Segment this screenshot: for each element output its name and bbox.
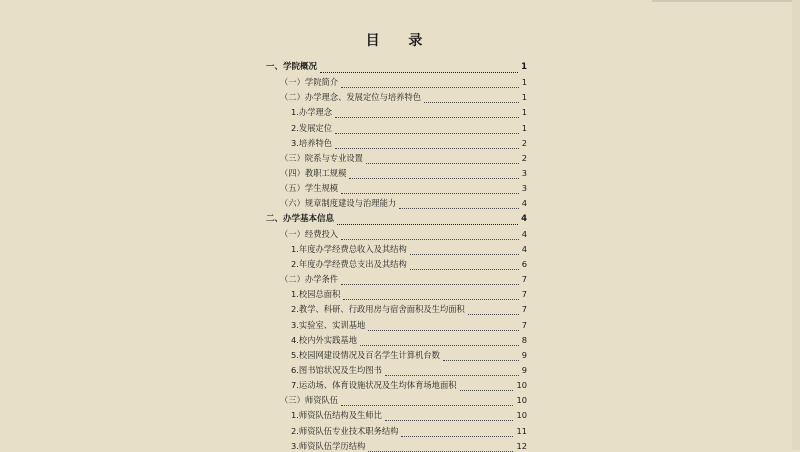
toc-entry-label: （六）规章制度建设与治理能力 xyxy=(280,198,397,209)
dot-leader xyxy=(349,169,518,179)
toc-entry[interactable] xyxy=(291,120,527,134)
dot-leader xyxy=(385,411,514,421)
dot-leader xyxy=(343,290,518,300)
dot-leader xyxy=(401,427,513,437)
toc-entry-page-number: 7 xyxy=(521,289,527,300)
toc-entry-label: 1.校园总面积 xyxy=(291,289,341,300)
toc-entry-page-number: 8 xyxy=(521,334,527,345)
toc-entry[interactable] xyxy=(280,180,527,194)
toc-entry-page-number: 7 xyxy=(521,304,527,315)
toc-entry-label: 1.办学理念 xyxy=(291,107,333,118)
toc-entry-page-number: 10 xyxy=(516,395,527,406)
toc-entry[interactable] xyxy=(266,211,527,225)
toc-entry-page-number: 2 xyxy=(521,152,527,163)
toc-entry-page-number: 10 xyxy=(516,410,527,421)
toc-entry-page-number: 10 xyxy=(516,380,527,391)
dot-leader xyxy=(368,321,518,331)
toc-entry-page-number: 4 xyxy=(521,228,527,239)
toc-entry[interactable] xyxy=(291,423,527,437)
toc-entry-page-number: 4 xyxy=(521,213,527,224)
toc-entry-page-number: 7 xyxy=(521,274,527,285)
toc-entry[interactable] xyxy=(291,104,527,118)
toc-entry[interactable] xyxy=(291,286,527,300)
toc-entry-page-number: 9 xyxy=(521,365,527,375)
toc-entry-page-number: 3 xyxy=(521,183,527,194)
toc-entry-label: 2.师资队伍专业技术职务结构 xyxy=(291,425,399,436)
toc-entry-page-number: 3 xyxy=(521,168,527,179)
toc-entry-label: （三）院系与专业设置 xyxy=(280,152,363,163)
toc-entry[interactable] xyxy=(291,256,527,270)
dot-leader xyxy=(460,381,514,391)
toc-entry-page-number: 1 xyxy=(521,92,527,103)
toc-entry-page-number: 9 xyxy=(521,349,527,360)
dot-leader xyxy=(341,78,519,88)
toc-entry[interactable] xyxy=(266,59,527,73)
dot-leader xyxy=(424,93,519,103)
toc-entry[interactable] xyxy=(291,377,527,391)
toc-entry[interactable] xyxy=(291,135,527,149)
toc-entry[interactable] xyxy=(291,362,527,376)
toc-entry-label: 2.教学、科研、行政用房与宿舍面积及生均面积 xyxy=(291,304,465,315)
toc-entry[interactable] xyxy=(291,407,527,421)
toc-entry-page-number: 7 xyxy=(521,319,527,330)
toc-entry-label: 5.校园网建设情况及百名学生计算机台数 xyxy=(291,349,440,360)
toc-entry-label: （二）办学条件 xyxy=(280,274,339,285)
toc-entry-page-number: 12 xyxy=(516,440,527,451)
toc-entry[interactable] xyxy=(280,271,527,285)
toc-entry-label: 一、学院概况 xyxy=(266,62,318,72)
toc-entry-label: 4.校内外实践基地 xyxy=(291,334,357,345)
toc-entry-page-number: 6 xyxy=(521,258,527,269)
toc-entry-label: （一）学院简介 xyxy=(280,77,339,88)
toc-entry-label: （一）经费投入 xyxy=(280,228,339,239)
toc-entry-label: 1.年度办学经费总收入及其结构 xyxy=(291,243,407,254)
toc-entry-page-number: 1 xyxy=(521,122,527,133)
toc-entry-page-number: 11 xyxy=(516,425,527,436)
dot-leader xyxy=(368,442,513,452)
toc-entry-label: （二）办学理念、发展定位与培养特色 xyxy=(280,92,422,103)
toc-entry-label: 2.发展定位 xyxy=(291,122,333,133)
dot-leader xyxy=(341,275,519,285)
toc-entry[interactable] xyxy=(280,226,527,240)
toc-entry-label: 2.年度办学经费总支出及其结构 xyxy=(291,258,407,269)
dot-leader xyxy=(443,351,519,361)
dot-leader xyxy=(320,63,518,73)
toc-entry-label: 二、办学基本信息 xyxy=(266,213,335,224)
dot-leader xyxy=(341,396,513,406)
toc-entry-page-number: 1 xyxy=(521,77,527,88)
toc-entry[interactable] xyxy=(291,347,527,361)
dot-leader xyxy=(337,215,518,225)
toc-entry-page-number: 4 xyxy=(521,243,527,254)
toc-entry-label: 3.培养特色 xyxy=(291,137,333,148)
toc-entry-page-number: 4 xyxy=(521,198,527,209)
dot-leader xyxy=(335,139,519,149)
dot-leader xyxy=(335,108,519,118)
toc-entry-label: 3.师资队伍学历结构 xyxy=(291,440,366,451)
toc-entry[interactable] xyxy=(280,165,527,179)
toc-entry-label: （三）师资队伍 xyxy=(280,395,339,406)
page-title: 目 录 xyxy=(365,33,435,49)
toc-entry-label: 1.师资队伍结构及生师比 xyxy=(291,410,382,421)
toc-entry-label: （四）教职工规模 xyxy=(280,168,347,179)
toc-entry[interactable] xyxy=(291,332,527,346)
toc-entry-page-number: 2 xyxy=(521,137,527,148)
toc-entry[interactable] xyxy=(291,317,527,331)
dot-leader xyxy=(360,336,519,346)
toc-entry[interactable] xyxy=(280,74,527,88)
toc-entry[interactable] xyxy=(280,195,527,209)
toc-entry-label: 7.运动场、体育设施状况及生均体育场地面积 xyxy=(291,380,457,391)
toc-entry-page-number: 1 xyxy=(521,62,527,72)
toc-entry[interactable] xyxy=(291,241,527,255)
vertical-scrollbar[interactable] xyxy=(792,0,800,450)
top-toolbar-strip xyxy=(652,0,800,2)
dot-leader xyxy=(410,260,519,270)
dot-leader xyxy=(410,245,519,255)
toc-entry-label: （五）学生规模 xyxy=(280,183,339,194)
toc-entry[interactable] xyxy=(291,301,527,315)
dot-leader xyxy=(341,230,519,240)
dot-leader xyxy=(335,124,519,134)
toc-entry-label: 3.实验室、实训基地 xyxy=(291,319,366,330)
toc-entry-label: 6.图书馆状况及生均图书 xyxy=(291,365,382,375)
dot-leader xyxy=(399,199,519,209)
toc-entry-page-number: 1 xyxy=(521,107,527,118)
toc-entry[interactable] xyxy=(280,392,527,406)
toc-entry[interactable] xyxy=(280,89,527,103)
dot-leader xyxy=(341,184,519,194)
dot-leader xyxy=(385,366,519,376)
dot-leader xyxy=(366,154,519,164)
toc-entry[interactable] xyxy=(280,150,527,164)
dot-leader xyxy=(468,305,519,315)
